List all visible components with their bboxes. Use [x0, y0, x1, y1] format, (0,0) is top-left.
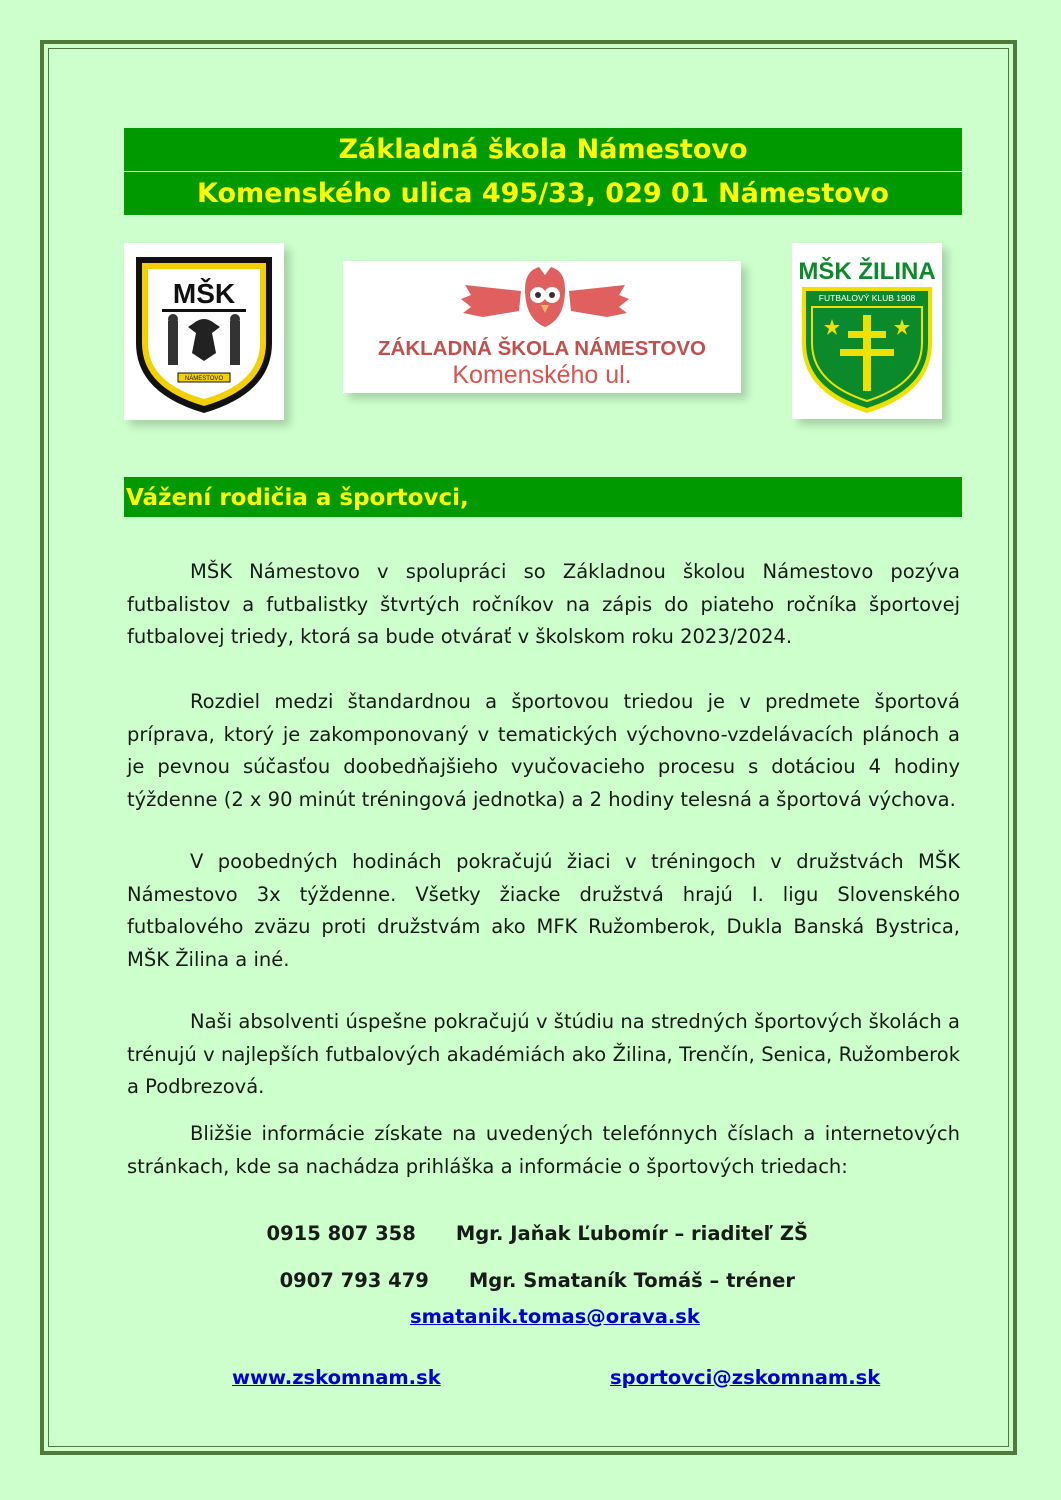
paragraph-invitation: MŠK Námestovo v spolupráci so Základnou školou Námestovo pozýva futbalistov a futbalistky štvrtých ročníkov na zápis do piateho ročníka športovej futbalovej triedy, ktorá sa bude otvárať v školskom roku 2023/2024.: [127, 560, 960, 648]
sport-email-link[interactable]: sportovci@zskomnam.sk: [610, 1366, 881, 1389]
msk-logo-title: MŠK: [172, 278, 236, 309]
contact-row-director: [0, 1199, 1061, 1245]
zilina-logo-title: MŠK ŽILINA: [798, 258, 936, 285]
paragraph-graduates: Naši absolventi úspešne pokračujú v štúdiu na stredných športových školách a trénujú v najlepších futbalových akadémiách ako Žilina, Trenčín, Senica, Ružomberok a Podbrezová.: [127, 1010, 960, 1098]
paragraph-afternoon: V poobedných hodinách pokračujú žiaci v tréningoch v družstvách MŠK Námestovo 3x týždenne. Všetky žiacke družstvá hrajú I. ligu Slovenského futbalového zväzu proti družstvám ako MFK Ružomberok, Dukla Banská Bystrica, MŠK Žilina a iné.: [127, 850, 960, 971]
msk-logo-ribbon: NÁMESTOVO: [184, 376, 224, 382]
school-logo-sub: Komenského ul.: [452, 361, 632, 389]
msk-namestovo-logo: [124, 243, 284, 420]
contact-person: Mgr. Jaňak Ľubomír – riaditeľ ZŠ: [455, 1222, 809, 1245]
paragraph-difference: Rozdiel medzi štandardnou a športovou triedou je v predmete športová príprava, ktorý je zakomponovaný v tematických výchovno-vzdelávacích plánoch a je pevnou súčasťou doobedňajšieho vyučovacieho procesu s dotáciou 4 hodiny týždenne (2 x 90 minút tréningová jednotka) a 2 hodiny telesná a športová výchova.: [127, 690, 960, 811]
contact-row-trainer: [0, 1246, 1061, 1292]
msk-zilina-crest-icon: [792, 243, 942, 419]
school-logo: [343, 261, 741, 393]
contact-phone: 0907 793 479: [279, 1269, 429, 1292]
zilina-logo-sub: FUTBALOVÝ KLUB 1908: [818, 293, 916, 303]
website-link[interactable]: www.zskomnam.sk: [232, 1366, 441, 1389]
paragraph-info: Bližšie informácie získate na uvedených telefónnych číslach a internetových stránkach, kde sa nachádza prihláška a informácie o športových triedach:: [127, 1122, 960, 1178]
greeting-heading: Vážení rodičia a športovci,: [124, 477, 962, 517]
owl-icon: [343, 261, 741, 337]
school-title: Základná škola Námestovo: [124, 128, 962, 171]
msk-namestovo-crest-icon: [124, 243, 284, 420]
contact-phone: 0915 807 358: [266, 1222, 416, 1245]
school-address: Komenského ulica 495/33, 029 01 Námestovo: [124, 172, 962, 215]
trainer-email-link[interactable]: smatanik.tomas@orava.sk: [410, 1305, 700, 1328]
msk-zilina-logo: [792, 243, 942, 419]
contact-person: Mgr. Smataník Tomáš – tréner: [468, 1269, 795, 1292]
school-logo-name: ZÁKLADNÁ ŠKOLA NÁMESTOVO: [378, 337, 706, 360]
